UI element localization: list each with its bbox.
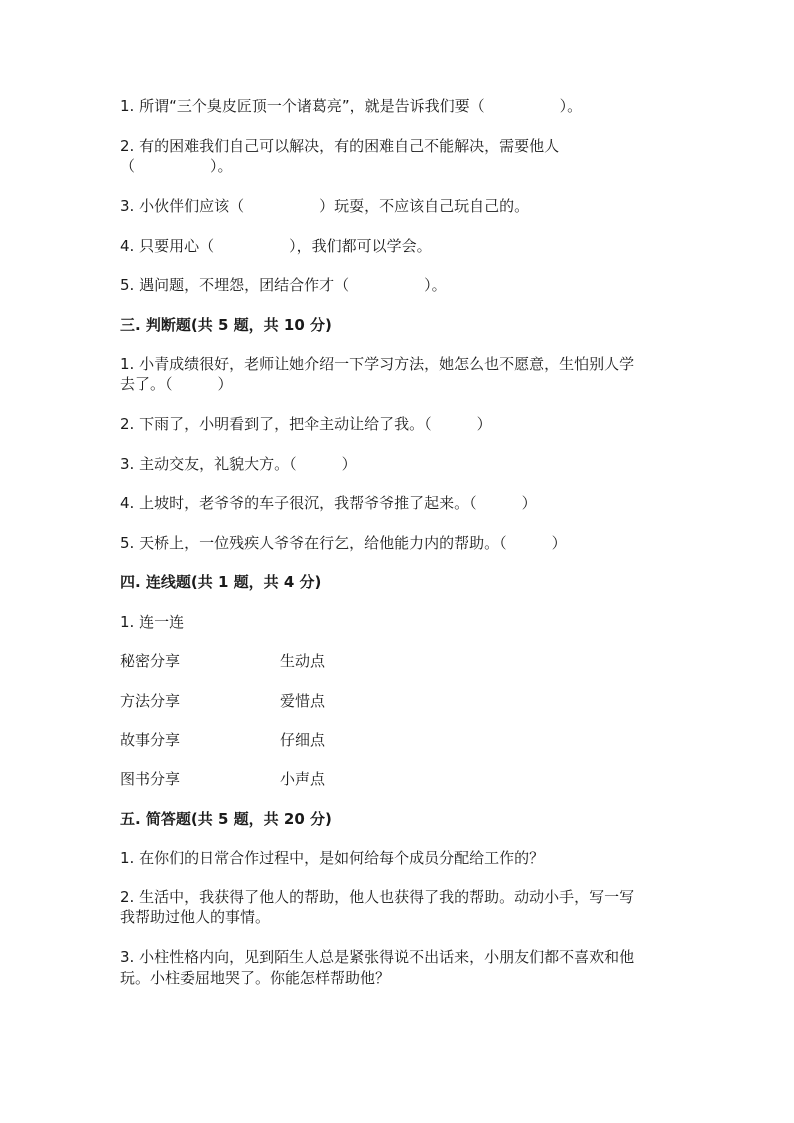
match-left-item-4: 图书分享 (120, 770, 181, 788)
short-answer-question-1: 1. 在你们的日常合作过程中，是如何给每个成员分配给工作的？ (120, 849, 545, 867)
section-heading-matching: 四. 连线题(共 1 题，共 4 分) (120, 573, 322, 591)
fill-question-2: 2. 有的困难我们自己可以解决，有的困难自己不能解决，需要他人 (120, 137, 560, 155)
short-answer-question-2: 2. 生活中，我获得了他人的帮助，他人也获得了我的帮助。动动小手，写一写 (120, 888, 635, 906)
fill-question-1: 1. 所谓“三个臭皮匠顶一个诸葛亮”，就是告诉我们要（ ）。 (120, 97, 583, 115)
match-left-item-2: 方法分享 (120, 692, 181, 710)
match-right-item-2: 爱惜点 (280, 692, 326, 710)
fill-question-2-continued: （ ）。 (120, 157, 233, 175)
fill-question-3: 3. 小伙伴们应该（ ）玩耍，不应该自己玩自己的。 (120, 197, 530, 215)
short-answer-question-3-continued: 玩。小柱委屈地哭了。你能怎样帮助他？ (120, 969, 391, 987)
match-right-item-1: 生动点 (280, 652, 326, 670)
judgement-question-2: 2. 下雨了，小明看到了，把伞主动让给了我。（ ） (120, 415, 492, 433)
match-left-item-3: 故事分享 (120, 731, 181, 749)
judgement-question-1-continued: 去了。（ ） (120, 375, 233, 393)
judgement-question-1: 1. 小青成绩很好，老师让她介绍一下学习方法，她怎么也不愿意，生怕别人学 (120, 355, 635, 373)
match-right-item-3: 仔细点 (280, 731, 326, 749)
judgement-question-4: 4. 上坡时，老爷爷的车子很沉，我帮爷爷推了起来。（ ） (120, 494, 537, 512)
section-heading-short-answer: 五. 简答题(共 5 题，共 20 分) (120, 810, 332, 828)
match-right-item-4: 小声点 (280, 770, 326, 788)
judgement-question-5: 5. 天桥上，一位残疾人爷爷在行乞，给他能力内的帮助。（ ） (120, 534, 567, 552)
fill-question-4: 4. 只要用心（ ），我们都可以学会。 (120, 237, 432, 255)
section-heading-judgement: 三. 判断题(共 5 题，共 10 分) (120, 316, 332, 334)
short-answer-question-2-continued: 我帮助过他人的事情。 (120, 908, 271, 926)
matching-question-1: 1. 连一连 (120, 613, 185, 631)
fill-question-5: 5. 遇问题，不埋怨，团结合作才（ ）。 (120, 276, 447, 294)
judgement-question-3: 3. 主动交友，礼貌大方。（ ） (120, 455, 357, 473)
short-answer-question-3: 3. 小柱性格内向，见到陌生人总是紧张得说不出话来，小朋友们都不喜欢和他 (120, 948, 635, 966)
match-left-item-1: 秘密分享 (120, 652, 181, 670)
